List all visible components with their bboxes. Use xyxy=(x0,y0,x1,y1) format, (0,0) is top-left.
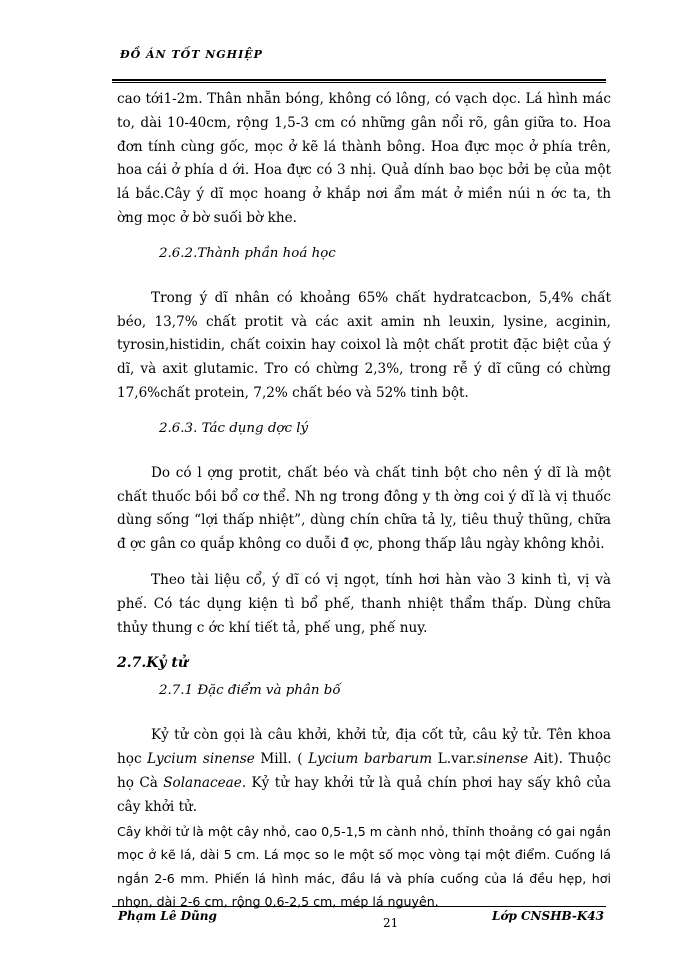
header-rule-thin xyxy=(112,82,606,83)
paragraph-pharmacology: Do có l ợng protit, chất béo và chất tinh bột cho nên ý dĩ là một chất thuốc bồi bổ cơ thể. Nh ng trong đông y th ờng coi ý dĩ là vị thuốc dùng sống “lợi thấp nhiệt”, dùng chín chữa tả lỵ, tiêu thuỷ thũng, chữa đ ợc gân co quắp không co duỗi đ ợc, phong thấp lâu ngày không khỏi. xyxy=(117,464,611,553)
footer-class: Lớp CNSHB-K43 xyxy=(492,909,605,923)
footer-author: Phạm Lê Dũng xyxy=(118,909,217,923)
paragraph-plant-description: cao tới1-2m. Thân nhẵn bóng, không có lông, có vạch dọc. Lá hình mác to, dài 10-40cm, rộng 1,5-3 cm có những gân nổi rõ, gân giữa to. Hoa đơn tính cùng gốc, mọc ở kẽ lá thành bông. Hoa đực mọc ở phía trên, hoa cái ở phía d ới. Hoa đực có 3 nhị. Quả dính bao bọc bởi bẹ của một lá bắc.Cây ý dĩ mọc hoang ở khắp nơi ẩm mát ở miền núi n ớc ta, th ờng mọc ở bờ suối bờ khe. xyxy=(117,91,611,226)
paragraph-goji-morphology: Cây khởi tử là một cây nhỏ, cao 0,5-1,5 m cành nhỏ, thỉnh thoảng có gai ngắn mọc ở kẽ lá, dài 5 cm. Lá mọc so le một số mọc vòng tại một điểm. Cuống lá ngắn 2-6 mm. Phiến lá hình mác, đầu lá và phía cuống của lá đều hẹp, hơi nhọn, dài 2-6 cm, rộng 0,6-2,5 cm, mép lá nguyên. xyxy=(117,823,611,910)
header-rule xyxy=(112,79,606,81)
page-header-title: ĐỒ ÁN TỐT NGHIỆP xyxy=(120,48,263,61)
section-heading-2-6-2: 2.6.2.Thành phần hoá học xyxy=(159,245,336,261)
paragraph-chemical-composition: Trong ý dĩ nhân có khoảng 65% chất hydratcacbon, 5,4% chất béo, 13,7% chất protit và các axit amin nh leuxin, lysine, acginin, tyrosin,histidin, chất coixin hay coixol là một chất protit đặc biệt của ý dĩ, và axit glutamic. Tro có chừng 2,3%, trong rễ ý dĩ cũng có chừng 17,6%chất protein, 7,2% chất béo và 52% tinh bột. xyxy=(117,289,611,401)
section-heading-2-6-3: 2.6.3. Tác dụng dợc lý xyxy=(159,420,309,436)
paragraph-traditional-use: Theo tài liệu cổ, ý dĩ có vị ngọt, tính hơi hàn vào 3 kinh tì, vị và phế. Có tác dụng kiện tì bổ phế, thanh nhiệt thẩm thấp. Dùng chữa thủy thung c ớc khí tiết tả, phế ung, phế nuy. xyxy=(117,571,611,636)
section-heading-2-7-1: 2.7.1 Đặc điểm và phân bố xyxy=(159,683,341,699)
page-number: 21 xyxy=(383,916,399,930)
paragraph-goji-intro: Kỷ tử còn gọi là câu khởi, khởi tử, địa cốt tử, câu kỷ tử. Tên khoa học Lycium sinense Mill. ( Lycium barbarum L.var.sinense Ait). Thuộc họ Cà Solanaceae. Kỷ tử hay khởi tử là quả chín phơi hay sấy khô của cây khởi tử. xyxy=(117,727,611,815)
footer-rule xyxy=(112,906,606,907)
document-body xyxy=(117,88,611,914)
section-heading-2-7: 2.7.Kỷ tử xyxy=(117,655,189,672)
